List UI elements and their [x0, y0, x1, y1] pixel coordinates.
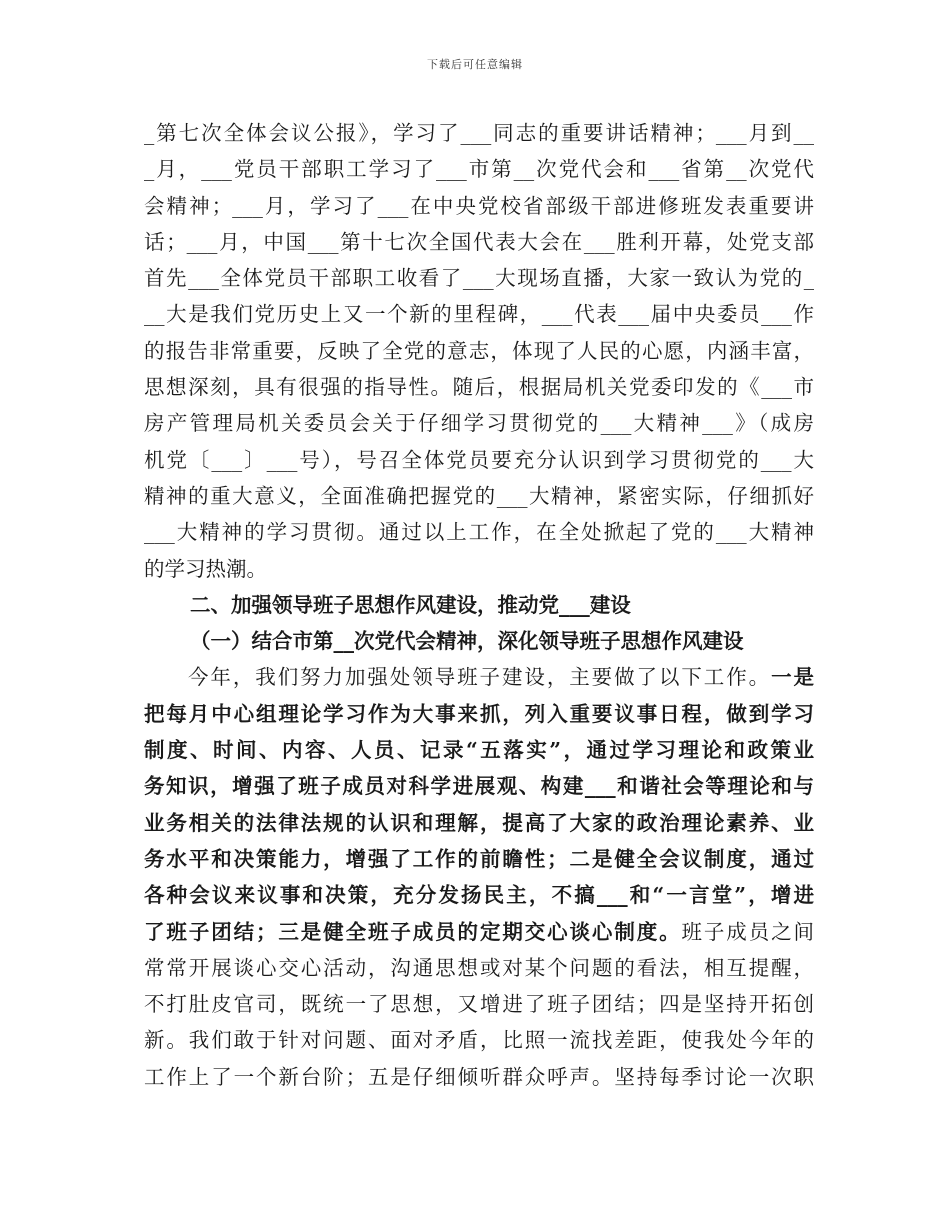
section-heading: 二、加强领导班子思想作风建设，推动党___建设: [190, 592, 631, 617]
text-line-bold: 各种会议来议事和决策，充分发扬民主，不搞___和“一言堂”，增进: [144, 883, 814, 908]
text-line: 不打肚皮官司，既统一了思想，又增进了班子团结；四是坚持开拓创: [144, 992, 814, 1017]
text-bold: 了班子团结；三是健全班子成员的定期交心谈心制度。: [144, 919, 682, 944]
subsection-heading: （一）结合市第__次党代会精神，深化领导班子思想作风建设: [190, 629, 744, 654]
paragraph-study: [144, 115, 814, 587]
text-line-bold: 务水平和决策能力，增强了工作的前瞻性；二是健全会议制度，通过: [144, 846, 814, 871]
text-normal: 班子成员之间: [681, 919, 814, 944]
text-line-bold: 制度、时间、内容、人员、记录“五落实”，通过学习理论和政策业: [144, 738, 814, 763]
paragraph-leadership: [144, 659, 814, 1095]
text-line: 新。我们敢于针对问题、面对矛盾，比照一流找差距，使我处今年的: [144, 1028, 814, 1053]
text-line: 机党〔___〕___号），号召全体党员要充分认识到学习贯彻党的___大: [144, 447, 814, 472]
text-line-bold: 务知识，增强了班子成员对科学进展观、构建___和谐社会等理论和与: [144, 774, 814, 799]
text-line: 的学习热潮。: [144, 556, 267, 581]
text-line: 思想深刻，具有很强的指导性。随后，根据局机关党委印发的《___市: [144, 375, 814, 400]
text-bold: 一是: [771, 665, 815, 690]
text-line: 常常开展谈心交心活动，沟通思想或对某个问题的看法，相互提醒，: [144, 955, 814, 980]
text-line: 话；___月，中国___第十七次全国代表大会在___胜利开幕，处党支部: [144, 229, 814, 254]
text-line: 房产管理局机关委员会关于仔细学习贯彻党的___大精神___》（成房: [144, 411, 814, 436]
text-line-bold: 业务相关的法律法规的认识和理解，提高了大家的政治理论素养、业: [144, 810, 814, 835]
text-line: 会精神；___月，学习了___在中央党校省部级干部进修班发表重要讲: [144, 193, 814, 218]
text-line: __大是我们党历史上又一个新的里程碑，___代表___届中央委员___作: [144, 302, 814, 327]
document-body: [144, 115, 814, 1095]
text-line: _第七次全体会议公报》，学习了___同志的重要讲话精神；___月到__: [144, 121, 814, 145]
text-line-bold: 把每月中心组理论学习作为大事来抓，列入重要议事日程，做到学习: [144, 701, 814, 726]
text-line: 的报告非常重要，反映了全党的意志，体现了人民的心愿，内涵丰富，: [144, 338, 814, 363]
text-line: _月，___党员干部职工学习了___市第__次党代会和___省第__次党代: [144, 157, 814, 182]
text-line-mixed: [144, 659, 814, 695]
text-line: ___大精神的学习贯彻。通过以上工作，在全处掀起了党的___大精神: [144, 520, 814, 545]
text-normal: 今年，我们努力加强处领导班子建设，主要做了以下工作。: [188, 665, 772, 690]
text-line: 工作上了一个新台阶；五是仔细倾听群众呼声。坚持每季讨论一次职: [144, 1064, 814, 1089]
text-line: 精神的重大意义，全面准确把握党的___大精神，紧密实际，仔细抓好: [144, 483, 814, 508]
page-header: 下载后可任意编辑: [427, 58, 523, 71]
text-line-mixed: [144, 914, 814, 950]
text-line: 首先___全体党员干部职工收看了___大现场直播，大家一致认为党的_: [144, 266, 814, 291]
